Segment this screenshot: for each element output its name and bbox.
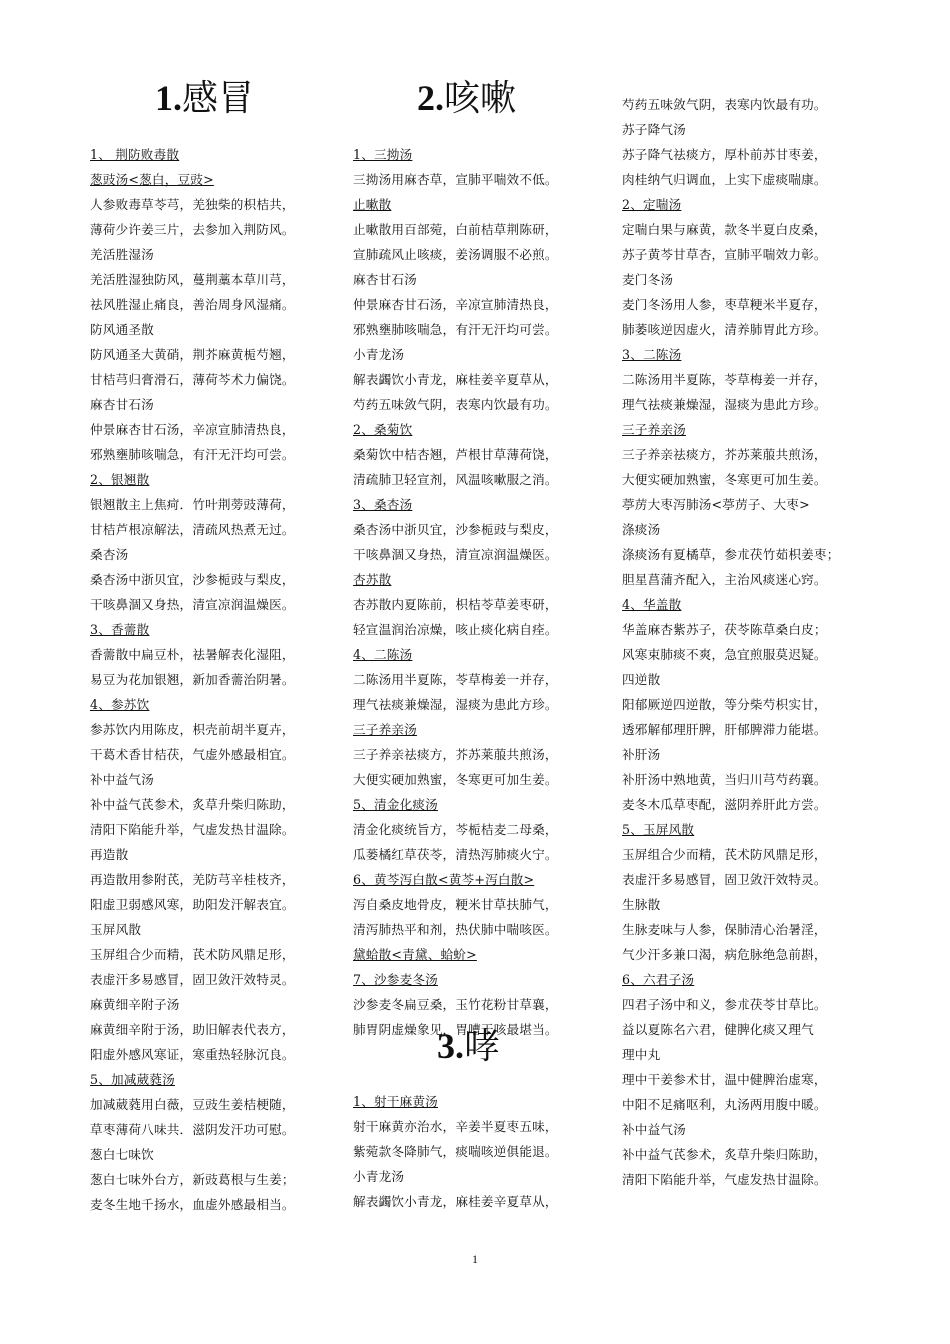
formula-title: 3、二陈汤: [622, 347, 682, 362]
formula-title: 6、黄芩泻白散<黄芩+泻白散>: [353, 872, 535, 887]
text-line: 麦门冬汤: [622, 272, 674, 287]
text-line: 生脉麦味与人参，保肺清心治暑淫，: [622, 922, 827, 937]
text-line: 银翘散主上焦疴．竹叶荆蒡豉薄荷，: [90, 497, 295, 512]
text-line: 肺萎咳逆因虚火，清养肺胃此方珍。: [622, 322, 827, 337]
text-line: 干咳鼻涸又身热，清宣凉润温燥医。: [353, 547, 558, 562]
text-line: 小青龙汤: [353, 1169, 405, 1184]
text-line: 玉屏组合少而精，芪术防风鼎足形，: [90, 947, 295, 962]
text-line: 清泻肺热平和剂，热伏肺中喘咳医。: [353, 922, 558, 937]
text-line: 肺胃阴虚燥象见，胃嘈干咳最堪当。: [353, 1022, 558, 1037]
text-line: 阳虚外感风寒证，寒重热轻脉沉良。: [90, 1047, 295, 1062]
text-line: 理气祛痰兼燥湿，湿痰为患此方珍。: [622, 397, 827, 412]
text-line: 易豆为花加银翘，新加香薷治阴暑。: [90, 672, 295, 687]
text-line: 苏子降气汤: [622, 122, 686, 137]
text-line: 桑杏汤中浙贝宜，沙参栀豉与梨皮，: [353, 522, 558, 537]
formula-title: 7、沙参麦冬汤: [353, 972, 438, 987]
text-line: 涤痰汤: [622, 522, 661, 537]
text-line: 四君子汤中和义，参朮茯苓甘草比。: [622, 997, 827, 1012]
text-line: 清金化痰统旨方，芩栀桔麦二母桑，: [353, 822, 558, 837]
text-line: 杏苏散内夏陈前，枳桔苓草姜枣研，: [353, 597, 558, 612]
text-line: 羌活胜湿独防风，蔓荆藁本草川芎，: [90, 272, 295, 287]
text-line: 二陈汤用半夏陈，苓草梅姜一并存，: [622, 372, 827, 387]
page-number: 1: [472, 1252, 478, 1266]
text-line: 三子养亲祛痰方，芥苏莱菔共煎汤，: [353, 747, 558, 762]
text-line: 苏子降气祛痰方，厚朴前苏甘枣姜，: [622, 147, 827, 162]
text-line: 薄荷少许姜三片，去参加入荆防风。: [90, 222, 295, 237]
formula-title: 5、加减葳蕤汤: [90, 1072, 175, 1087]
formula-title: 杏苏散: [353, 572, 392, 587]
text-line: 葱白七味外台方，新豉葛根与生姜；: [90, 1172, 295, 1187]
text-line: 甘桔芎归膏滑石，薄荷芩术力偏饶。: [90, 372, 295, 387]
text-line: 解表蠲饮小青龙，麻桂姜辛夏草从，: [353, 1194, 558, 1209]
section-heading-cough: 2.咳嗽: [417, 78, 517, 119]
text-line: 苏子黄芩甘草杏，宣肺平喘效力彰。: [622, 247, 827, 262]
text-line: 清疏肺卫轻宣剂，风温咳嗽服之消。: [353, 472, 558, 487]
text-line: 三拗汤用麻杏草，宣肺平喘效不低。: [353, 172, 558, 187]
text-line: 理中丸: [622, 1047, 661, 1062]
text-line: 表虚汗多易感冒，固卫敛汗效特灵。: [90, 972, 295, 987]
text-line: 防风通圣大黄硝，荆芥麻黄栀芍翘，: [90, 347, 295, 362]
text-line: 泻自桑皮地骨皮，粳米甘草扶肺气，: [353, 897, 558, 912]
text-line: 补肝汤: [622, 747, 661, 762]
text-line: 三子养亲祛痰方，芥苏莱菔共煎汤，: [622, 447, 827, 462]
text-line: 芍药五味敛气阴，表寒内饮最有功。: [622, 97, 827, 112]
text-line: 干咳鼻涸又身热，清宣凉润温燥医。: [90, 597, 295, 612]
text-line: 补中益气汤: [622, 1122, 686, 1137]
text-line: 麻黄细辛附于汤，助旧解表代表方，: [90, 1022, 295, 1037]
text-line: 再造散: [90, 847, 129, 862]
formula-title: 4、华盖散: [622, 597, 682, 612]
formula-title: 止嗽散: [353, 197, 392, 212]
formula-title: 3、桑杏汤: [353, 497, 413, 512]
text-line: 防风通圣散: [90, 322, 154, 337]
text-line: 阳虚卫弱感风寒，助阳发汗解表宜。: [90, 897, 295, 912]
text-line: 再造散用参附芪，羌防芎辛桂枝齐，: [90, 872, 295, 887]
formula-title: 葱豉汤<葱白，豆豉>: [90, 172, 214, 187]
text-line: 四逆散: [622, 672, 661, 687]
text-line: 中阳不足痛呕利，丸汤两用腹中暖。: [622, 1097, 827, 1112]
section-heading-wheeze: 3.哮: [437, 1026, 501, 1067]
formula-title: 1、射干麻黄汤: [353, 1094, 438, 1109]
text-line: 仲景麻杏甘石汤，辛凉宣肺清热良，: [90, 422, 295, 437]
text-line: 气少汗多兼口渴，病危脉绝急前斟，: [622, 947, 827, 962]
text-line: 麻杏甘石汤: [353, 272, 417, 287]
text-line: 仲景麻杏甘石汤，辛凉宣肺清热良，: [353, 297, 558, 312]
text-line: 桑杏汤中浙贝宜，沙参栀豉与梨皮，: [90, 572, 295, 587]
text-line: 玉屏组合少而精，芪术防风鼎足形，: [622, 847, 827, 862]
formula-title: 1、 荆防败毒散: [90, 147, 180, 162]
text-line: 风寒束肺痰不爽，急宜煎服莫迟疑。: [622, 647, 827, 662]
text-line: 射干麻黄亦治水，辛姜半夏枣五味，: [353, 1119, 558, 1134]
text-line: 瓜蒌橘红草茯苓，清热泻肺痰火宁。: [353, 847, 558, 862]
text-line: 清阳下陷能升举，气虚发热甘温除。: [90, 822, 295, 837]
formula-title: 5、清金化痰汤: [353, 797, 438, 812]
text-line: 宣肺疏风止咳痰，姜汤调服不必煎。: [353, 247, 558, 262]
formula-title: 4、二陈汤: [353, 647, 413, 662]
section-heading-cold: 1.感冒: [155, 78, 255, 119]
text-line: 桑杏汤: [90, 547, 129, 562]
formula-title: 6、六君子汤: [622, 972, 695, 987]
formula-title: 5、玉屏风散: [622, 822, 695, 837]
text-line: 小青龙汤: [353, 347, 405, 362]
text-line: 止嗽散用百部菀，白前桔草荆陈研，: [353, 222, 558, 237]
formula-title: 三子养亲汤: [353, 722, 417, 737]
text-line: 定喘白果与麻黄，款冬半夏白皮桑，: [622, 222, 827, 237]
text-line: 羌活胜湿汤: [90, 247, 154, 262]
text-line: 生脉散: [622, 897, 661, 912]
text-line: 清阳下陷能升举，气虚发热甘温除。: [622, 1172, 827, 1187]
formula-title: 2、桑菊饮: [353, 422, 413, 437]
text-line: 补中益气汤: [90, 772, 154, 787]
formula-title: 1、三拗汤: [353, 147, 413, 162]
text-line: 葶苈大枣泻肺汤<葶苈子、大枣>: [622, 497, 810, 512]
text-line: 理中干姜参术甘，温中健脾治虚寒，: [622, 1072, 827, 1087]
text-line: 人参败毒草苓芎，羌独柴的枳桔共，: [90, 197, 295, 212]
text-line: 大便实硬加熟蜜，冬寒更可加生姜。: [353, 772, 558, 787]
text-line: 涤痰汤有夏橘草，参朮茯竹茹枳姜枣；: [622, 547, 840, 562]
text-line: 麦冬生地千扬水，血虚外感最相当。: [90, 1197, 295, 1212]
text-line: 紫菀款冬降肺气，痰喘咳逆俱能退。: [353, 1144, 558, 1159]
text-line: 桑菊饮中桔杏翘，芦根甘草薄荷饶，: [353, 447, 558, 462]
formula-title: 2、定喘汤: [622, 197, 682, 212]
text-line: 肉桂纳气归调血，上实下虚痰喘康。: [622, 172, 827, 187]
text-line: 加减葳蕤用白薇，豆豉生姜桔梗随，: [90, 1097, 295, 1112]
text-line: 麻杏甘石汤: [90, 397, 154, 412]
text-line: 甘桔芦根凉解法，清疏风热煮无过。: [90, 522, 295, 537]
text-line: 理气祛痰兼燥湿，湿痰为患此方珍。: [353, 697, 558, 712]
text-line: 补中益气芪参术，炙草升柴归陈助，: [622, 1147, 827, 1162]
text-line: 阳郁厥逆四逆散，等分柴芍枳实甘，: [622, 697, 827, 712]
text-line: 邪熟壅肺咳喘急，有汗无汗均可尝。: [90, 447, 295, 462]
text-line: 大便实硬加熟蜜，冬寒更可加生姜。: [622, 472, 827, 487]
text-line: 透邪解郁理肝脾，肝郁脾滞力能堪。: [622, 722, 827, 737]
text-line: 胆星菖蒲齐配入，主治风痰迷心窍。: [622, 572, 827, 587]
formula-title: 4、参苏饮: [90, 697, 150, 712]
text-line: 解表蠲饮小青龙，麻桂姜辛夏草从，: [353, 372, 558, 387]
formula-title: 黛蛤散<青黛、蛤蚧>: [353, 947, 477, 962]
text-line: 华盖麻杏紫苏子，茯苓陈草桑白皮；: [622, 622, 827, 637]
text-line: 麦冬木瓜草枣配，滋阴养肝此方尝。: [622, 797, 827, 812]
text-line: 二陈汤用半夏陈，苓草梅姜一并存，: [353, 672, 558, 687]
text-line: 表虚汗多易感冒，固卫敛汗效特灵。: [622, 872, 827, 887]
text-line: 补中益气芪参术，炙草升柴归陈助，: [90, 797, 295, 812]
text-line: 益以夏陈名六君，健脾化痰又理气: [622, 1022, 814, 1037]
text-line: 祛风胜湿止痛良，善治周身风湿痛。: [90, 297, 295, 312]
formula-title: 3、香薷散: [90, 622, 150, 637]
text-line: 玉屏风散: [90, 922, 142, 937]
text-line: 草枣薄荷八味共．滋阴发汗功可慰。: [90, 1122, 295, 1137]
text-line: 香薷散中扁豆朴，祛暑解表化湿阻，: [90, 647, 295, 662]
text-line: 麦门冬汤用人参，枣草粳米半夏存，: [622, 297, 827, 312]
text-line: 补肝汤中熟地黄，当归川芎芍药襄。: [622, 772, 827, 787]
text-line: 沙参麦冬扁豆桑，玉竹花粉甘草襄，: [353, 997, 558, 1012]
text-line: 邪熟壅肺咳喘急，有汗无汗均可尝。: [353, 322, 558, 337]
formula-title: 2、银翘散: [90, 472, 150, 487]
formula-title: 三子养亲汤: [622, 422, 686, 437]
text-line: 轻宣温润治凉燥，咳止痰化病自痊。: [353, 622, 558, 637]
text-line: 干葛术香甘桔茯，气虚外感最相宜。: [90, 747, 295, 762]
text-line: 葱白七味饮: [90, 1147, 154, 1162]
text-line: 参苏饮内用陈皮，枳壳前胡半夏卉，: [90, 722, 295, 737]
text-line: 芍药五味敛气阴，表寒内饮最有功。: [353, 397, 558, 412]
text-line: 麻黄细辛附子汤: [90, 997, 180, 1012]
